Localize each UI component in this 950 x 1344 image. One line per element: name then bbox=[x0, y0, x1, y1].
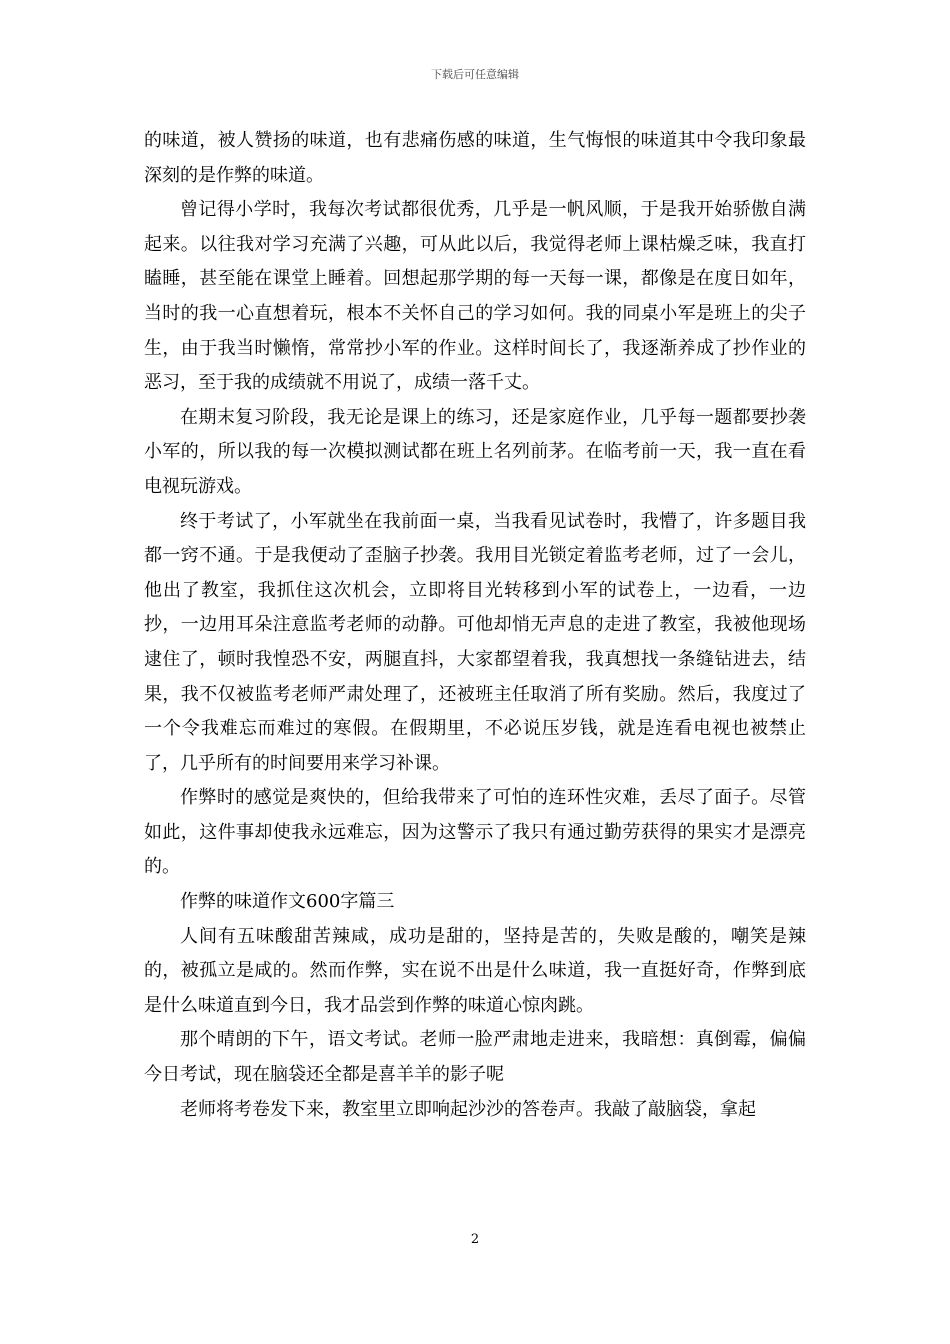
paragraph: 在期末复习阶段，我无论是课上的练习，还是家庭作业，几乎每一题都要抄袭小军的，所以我的每一次模拟测试都在班上名列前茅。在临考前一天，我一直在看电视玩游戏。 bbox=[144, 406, 806, 497]
page-number: 2 bbox=[470, 1232, 480, 1247]
paragraph: 曾记得小学时，我每次考试都很优秀，几乎是一帆风顺，于是我开始骄傲自满起来。以往我对学习充满了兴趣，可从此以后，我觉得老师上课枯燥乏味，我直打瞌睡，甚至能在课堂上睡着。回想起那学期的每一天每一课，都像是在度日如年，当时的我一心直想着玩，根本不关怀自己的学习如何。我的同桌小军是班上的尖子生，由于我当时懒惰，常常抄小军的作业。这样时间长了，我逐渐养成了抄作业的恶习，至于我的成绩就不用说了，成绩一落千丈。 bbox=[144, 199, 806, 394]
page-header: 下载后可任意编辑 bbox=[431, 68, 519, 81]
paragraph: 老师将考卷发下来，教室里立即响起沙沙的答卷声。我敲了敲脑袋，拿起 bbox=[180, 1098, 756, 1120]
paragraph: 的味道，被人赞扬的味道，也有悲痛伤感的味道，生气悔恨的味道其中令我印象最深刻的是作弊的味道。 bbox=[144, 130, 806, 186]
paragraph: 作弊时的感觉是爽快的，但给我带来了可怕的连环性灾难，丢尽了面子。尽管如此，这件事却使我永远难忘，因为这警示了我只有通过勤劳获得的果实才是漂亮的。 bbox=[144, 787, 806, 878]
paragraph: 那个晴朗的下午，语文考试。老师一脸严肃地走进来，我暗想：真倒霉，偏偏今日考试，现在脑袋还全都是喜羊羊的影子呢 bbox=[144, 1029, 806, 1086]
paragraph: 人间有五味酸甜苦辣咸，成功是甜的，坚持是苦的，失败是酸的，嘲笑是辣的，被孤立是咸的。然而作弊，实在说不出是什么味道，我一直挺好奇，作弊到底是什么味道直到今日，我才品尝到作弊的味道心惊肉跳。 bbox=[144, 925, 806, 1016]
document-body bbox=[144, 124, 806, 1127]
paragraph: 终于考试了，小军就坐在我前面一桌，当我看见试卷时，我懵了，许多题目我都一窍不通。于是我便动了歪脑子抄袭。我用目光锁定着监考老师，过了一会儿，他出了教室，我抓住这次机会，立即将目光转移到小军的试卷上，一边看，一边抄，一边用耳朵注意监考老师的动静。可他却悄无声息的走进了教室，我被他现场逮住了，顿时我惶恐不安，两腿直抖，大家都望着我，我真想找一条缝钻进去，结果，我不仅被监考老师严肃处理了，还被班主任取消了所有奖励。然后，我度过了一个令我难忘而难过的寒假。在假期里，不必说压岁钱，就是连看电视也被禁止了，几乎所有的时间要用来学习补课。 bbox=[144, 510, 806, 774]
section-heading: 作弊的味道作文600字篇三 bbox=[180, 891, 395, 913]
